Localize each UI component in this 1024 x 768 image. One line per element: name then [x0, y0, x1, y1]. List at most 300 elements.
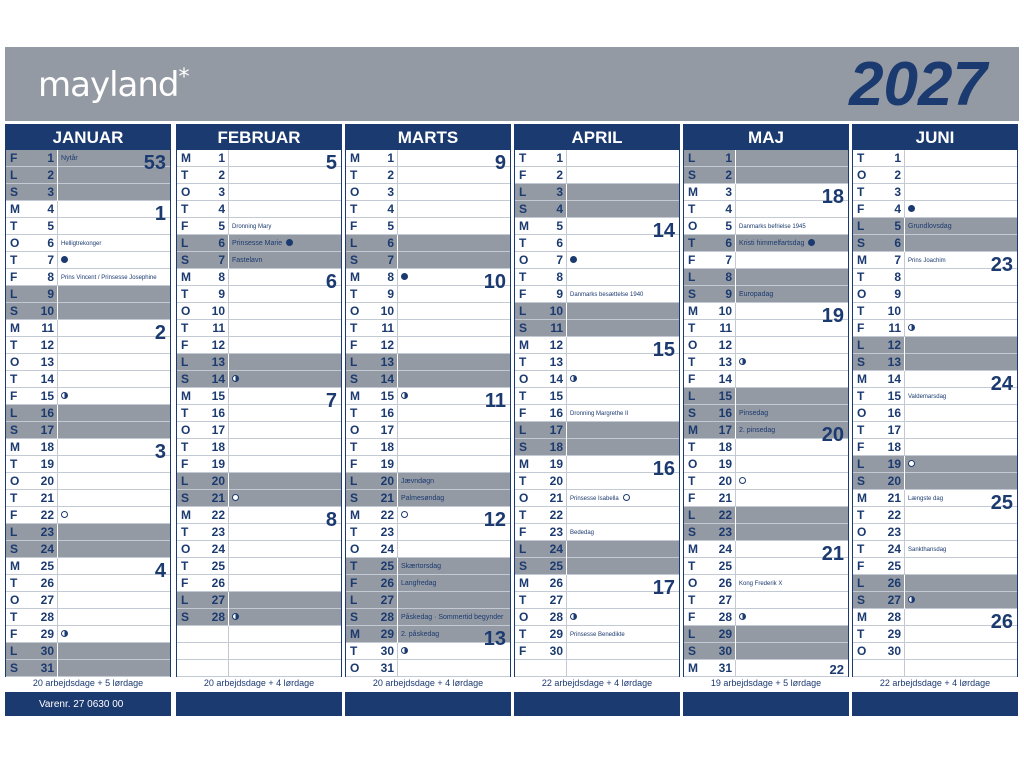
- day-number: 1: [218, 151, 225, 165]
- column-divider: [904, 575, 905, 592]
- day-number: 12: [211, 338, 225, 352]
- column-divider: [397, 592, 398, 609]
- day-number: 31: [718, 661, 732, 675]
- column-divider: [397, 609, 398, 626]
- week-number: 10: [483, 271, 506, 293]
- day-number: 16: [40, 406, 54, 420]
- day-number: 22: [887, 508, 901, 522]
- workdays-summary: 22 arbejdsdage + 4 lørdage: [541, 678, 653, 688]
- day-number: 26: [549, 576, 563, 590]
- weekday-letter: M: [857, 491, 867, 505]
- moon-phase-new-icon: [61, 256, 68, 263]
- weekday-letter: F: [10, 627, 18, 641]
- week-number: 7: [325, 390, 337, 412]
- day-row: [515, 320, 679, 337]
- column-divider: [735, 524, 736, 541]
- day-number: 23: [887, 525, 901, 539]
- day-number: 17: [380, 423, 394, 437]
- weekday-letter: M: [857, 372, 867, 386]
- day-row: [346, 150, 510, 167]
- day-row: [177, 524, 341, 541]
- week-number: 53: [143, 152, 166, 174]
- day-number: 5: [387, 219, 394, 233]
- day-number: 9: [387, 287, 394, 301]
- day-number: 6: [894, 236, 901, 250]
- column-divider: [228, 337, 229, 354]
- bottom-bar: [514, 692, 680, 716]
- weekday-letter: T: [519, 593, 527, 607]
- week-number: 25: [990, 492, 1013, 514]
- day-number: 20: [549, 474, 563, 488]
- weekday-letter: O: [857, 525, 867, 539]
- weekday-letter: M: [688, 304, 698, 318]
- column-divider: [397, 286, 398, 303]
- weekday-letter: M: [688, 185, 698, 199]
- weekday-letter: L: [519, 542, 527, 556]
- column-divider: [735, 184, 736, 201]
- day-row: [853, 439, 1017, 456]
- day-row: [177, 473, 341, 490]
- column-divider: [397, 490, 398, 507]
- event-label: Prinsesse Benedikte: [570, 632, 625, 638]
- column-divider: [904, 490, 905, 507]
- column-divider: [566, 609, 567, 626]
- day-number: 17: [211, 423, 225, 437]
- weekday-letter: T: [181, 525, 189, 539]
- column-divider: [57, 286, 58, 303]
- day-number: 16: [718, 406, 732, 420]
- day-row: [515, 150, 679, 167]
- month-days: [5, 150, 171, 677]
- weekday-letter: O: [181, 304, 191, 318]
- weekday-letter: F: [10, 270, 18, 284]
- day-row: [6, 439, 170, 456]
- weekday-letter: F: [857, 440, 865, 454]
- column-divider: [735, 558, 736, 575]
- column-divider: [57, 439, 58, 456]
- column-divider: [397, 252, 398, 269]
- column-divider: [566, 354, 567, 371]
- column-divider: [735, 303, 736, 320]
- day-number: 27: [718, 593, 732, 607]
- event-label: Pinsedag: [739, 410, 769, 417]
- day-row: [177, 626, 341, 643]
- day-row: [853, 184, 1017, 201]
- month-title: MARTS: [345, 124, 511, 150]
- day-row: [6, 320, 170, 337]
- day-number: 6: [47, 236, 54, 250]
- day-number: 27: [549, 593, 563, 607]
- column-divider: [735, 575, 736, 592]
- event-label: Prins Vincent / Prinsesse Josephine: [61, 275, 157, 281]
- column-divider: [735, 388, 736, 405]
- weekday-letter: O: [10, 593, 20, 607]
- bottom-bar: [345, 692, 511, 716]
- weekday-letter: S: [857, 474, 866, 488]
- column-divider: [735, 269, 736, 286]
- day-row: [684, 354, 848, 371]
- weekday-letter: S: [519, 202, 528, 216]
- weekday-letter: L: [181, 236, 189, 250]
- column-divider: [904, 303, 905, 320]
- column-divider: [228, 507, 229, 524]
- day-number: 1: [556, 151, 563, 165]
- day-number: 15: [887, 389, 901, 403]
- day-number: 26: [380, 576, 394, 590]
- moon-phase-full-icon: [908, 460, 915, 467]
- weekday-letter: T: [181, 559, 189, 573]
- day-number: 8: [47, 270, 54, 284]
- weekday-letter: L: [688, 508, 696, 522]
- week-number: 23: [990, 254, 1013, 276]
- day-row: [515, 541, 679, 558]
- day-number: 4: [556, 202, 563, 216]
- day-number: 6: [218, 236, 225, 250]
- day-row: [6, 558, 170, 575]
- day-number: 11: [212, 321, 225, 335]
- day-number: 25: [549, 559, 563, 573]
- day-row: [515, 524, 679, 541]
- column-divider: [735, 422, 736, 439]
- day-row: [684, 405, 848, 422]
- day-row: [177, 405, 341, 422]
- column-divider: [566, 592, 567, 609]
- day-number: 1: [894, 151, 901, 165]
- day-row: [346, 320, 510, 337]
- day-number: 26: [887, 576, 901, 590]
- column-divider: [735, 167, 736, 184]
- week-number: 2: [154, 322, 166, 344]
- column-divider: [566, 541, 567, 558]
- day-number: 18: [887, 440, 901, 454]
- week-number: 11: [484, 390, 506, 412]
- day-number: 2: [218, 168, 225, 182]
- day-row: [684, 575, 848, 592]
- weekday-letter: T: [688, 202, 696, 216]
- weekday-letter: T: [10, 338, 18, 352]
- day-row: [684, 286, 848, 303]
- day-row: [177, 235, 341, 252]
- column-divider: [228, 473, 229, 490]
- day-number: 24: [40, 542, 54, 556]
- day-row: [6, 405, 170, 422]
- day-row: [177, 303, 341, 320]
- day-number: 17: [718, 423, 732, 437]
- day-number: 5: [725, 219, 732, 233]
- day-row: [515, 626, 679, 643]
- day-row: [346, 439, 510, 456]
- weekday-letter: O: [688, 219, 698, 233]
- week-number: 15: [652, 339, 675, 361]
- moon-phase-full-icon: [232, 494, 239, 501]
- week-number: 4: [154, 560, 166, 582]
- day-row: [515, 558, 679, 575]
- day-row: [6, 354, 170, 371]
- week-number: 9: [494, 152, 506, 174]
- weekday-letter: T: [10, 219, 18, 233]
- day-row: [515, 269, 679, 286]
- weekday-letter: T: [688, 321, 696, 335]
- column-divider: [397, 541, 398, 558]
- day-row: [177, 286, 341, 303]
- column-divider: [566, 456, 567, 473]
- day-row: [684, 388, 848, 405]
- day-number: 16: [549, 406, 563, 420]
- event-label: Sankthansdag: [908, 547, 947, 553]
- month-column-januar: [5, 124, 171, 718]
- day-number: 27: [887, 593, 901, 607]
- weekday-letter: O: [857, 406, 867, 420]
- column-divider: [57, 660, 58, 677]
- event-label: Helligtrekonger: [61, 241, 102, 247]
- weekday-letter: O: [857, 644, 867, 658]
- column-divider: [904, 558, 905, 575]
- day-row: [346, 422, 510, 439]
- day-row: [177, 575, 341, 592]
- day-row: [6, 507, 170, 524]
- day-row: [684, 609, 848, 626]
- weekday-letter: S: [857, 593, 866, 607]
- column-divider: [57, 218, 58, 235]
- weekday-letter: S: [688, 168, 697, 182]
- column-divider: [735, 286, 736, 303]
- column-divider: [904, 643, 905, 660]
- day-number: 3: [725, 185, 732, 199]
- day-row: [177, 167, 341, 184]
- day-number: 7: [894, 253, 901, 267]
- month-column-juni: [852, 124, 1018, 718]
- day-row: [346, 337, 510, 354]
- column-divider: [904, 456, 905, 473]
- day-number: 10: [718, 304, 732, 318]
- day-row: [6, 422, 170, 439]
- day-row: [515, 371, 679, 388]
- day-row: [346, 558, 510, 575]
- column-divider: [566, 235, 567, 252]
- weekday-letter: S: [857, 236, 866, 250]
- weekday-letter: M: [350, 508, 360, 522]
- weekday-letter: O: [350, 423, 360, 437]
- weekday-letter: S: [519, 321, 528, 335]
- event-label: Danmarks befrielse 1945: [739, 224, 806, 230]
- day-row: [853, 218, 1017, 235]
- day-row: [853, 524, 1017, 541]
- column-divider: [566, 337, 567, 354]
- weekday-letter: S: [181, 491, 190, 505]
- weekday-letter: T: [519, 389, 527, 403]
- month-days: [514, 150, 680, 677]
- column-divider: [57, 456, 58, 473]
- weekday-letter: T: [350, 525, 358, 539]
- weekday-letter: S: [688, 525, 697, 539]
- weekday-letter: T: [857, 389, 865, 403]
- column-divider: [904, 286, 905, 303]
- event-label: Palmesøndag: [401, 495, 445, 502]
- weekday-letter: O: [519, 372, 529, 386]
- column-divider: [904, 626, 905, 643]
- moon-phase-new-icon: [570, 256, 577, 263]
- day-number: 22: [549, 508, 563, 522]
- event-label: Fastelavn: [232, 257, 263, 264]
- day-row: [346, 490, 510, 507]
- column-divider: [228, 371, 229, 388]
- day-row: [684, 371, 848, 388]
- day-row: [177, 439, 341, 456]
- day-number: 12: [718, 338, 732, 352]
- weekday-letter: M: [10, 202, 20, 216]
- weekday-letter: F: [181, 219, 189, 233]
- event-label: 2. pinsedag: [739, 427, 776, 434]
- weekday-letter: F: [10, 151, 18, 165]
- week-number: 21: [821, 543, 844, 565]
- day-row: [177, 558, 341, 575]
- weekday-letter: M: [350, 389, 360, 403]
- column-divider: [735, 201, 736, 218]
- day-number: 12: [887, 338, 901, 352]
- weekday-letter: S: [519, 440, 528, 454]
- weekday-letter: S: [688, 287, 697, 301]
- day-number: 1: [387, 151, 394, 165]
- weekday-letter: O: [519, 253, 529, 267]
- day-number: 3: [387, 185, 394, 199]
- weekday-letter: T: [857, 151, 865, 165]
- day-row: [515, 507, 679, 524]
- weekday-letter: F: [857, 321, 865, 335]
- day-number: 13: [211, 355, 225, 369]
- column-divider: [566, 643, 567, 660]
- weekday-letter: M: [519, 576, 529, 590]
- weekday-letter: L: [350, 593, 358, 607]
- column-divider: [566, 150, 567, 167]
- event-label: Prinsesse Marie: [232, 240, 283, 247]
- weekday-letter: T: [857, 423, 865, 437]
- month-title: JANUAR: [5, 124, 171, 150]
- month-column-marts: [345, 124, 511, 718]
- column-divider: [397, 371, 398, 388]
- weekday-letter: T: [519, 270, 527, 284]
- weekday-letter: L: [688, 151, 696, 165]
- weekday-letter: F: [519, 525, 527, 539]
- column-divider: [57, 422, 58, 439]
- weekday-letter: F: [350, 338, 358, 352]
- day-number: 11: [381, 321, 394, 335]
- day-row: [177, 269, 341, 286]
- day-row: [515, 422, 679, 439]
- weekday-letter: F: [10, 389, 18, 403]
- day-row: [177, 422, 341, 439]
- week-number: 20: [821, 424, 844, 446]
- weekday-letter: F: [688, 610, 696, 624]
- column-divider: [735, 609, 736, 626]
- day-number: 3: [47, 185, 54, 199]
- day-number: 5: [218, 219, 225, 233]
- column-divider: [57, 643, 58, 660]
- moon-phase-new-icon: [286, 239, 293, 246]
- column-divider: [228, 167, 229, 184]
- day-number: 4: [387, 202, 394, 216]
- column-divider: [57, 405, 58, 422]
- column-divider: [57, 201, 58, 218]
- event-label: Dronning Margrethe II: [570, 411, 629, 417]
- weekday-letter: L: [350, 355, 358, 369]
- column-divider: [57, 303, 58, 320]
- day-row: [177, 643, 341, 660]
- bottom-bar: [852, 692, 1018, 716]
- day-number: 4: [725, 202, 732, 216]
- day-number: 18: [549, 440, 563, 454]
- column-divider: [566, 422, 567, 439]
- day-row: [515, 388, 679, 405]
- weekday-letter: L: [688, 389, 696, 403]
- day-row: [346, 184, 510, 201]
- day-number: 10: [380, 304, 394, 318]
- day-row: [177, 507, 341, 524]
- day-row: [346, 541, 510, 558]
- column-divider: [904, 405, 905, 422]
- column-divider: [566, 439, 567, 456]
- day-row: [853, 541, 1017, 558]
- column-divider: [735, 218, 736, 235]
- column-divider: [397, 524, 398, 541]
- weekday-letter: M: [350, 151, 360, 165]
- day-row: [346, 456, 510, 473]
- day-row: [684, 490, 848, 507]
- day-number: 22: [211, 508, 225, 522]
- column-divider: [566, 371, 567, 388]
- day-number: 14: [549, 372, 563, 386]
- weekday-letter: L: [10, 525, 18, 539]
- weekday-letter: T: [181, 168, 189, 182]
- weekday-letter: O: [519, 491, 529, 505]
- day-number: 7: [47, 253, 54, 267]
- day-number: 31: [40, 661, 54, 675]
- weekday-letter: M: [181, 508, 191, 522]
- weekday-letter: T: [350, 168, 358, 182]
- day-number: 29: [40, 627, 54, 641]
- day-number: 26: [211, 576, 225, 590]
- moon-phase-new-icon: [808, 239, 815, 246]
- day-number: 3: [218, 185, 225, 199]
- day-row: [177, 456, 341, 473]
- column-divider: [228, 541, 229, 558]
- day-row: [684, 524, 848, 541]
- day-row: [346, 235, 510, 252]
- week-number: 22: [829, 662, 844, 677]
- column-divider: [566, 558, 567, 575]
- weekday-letter: T: [857, 542, 865, 556]
- day-number: 10: [549, 304, 563, 318]
- weekday-letter: T: [350, 440, 358, 454]
- day-number: 31: [380, 661, 394, 675]
- weekday-letter: F: [857, 559, 865, 573]
- column-divider: [397, 456, 398, 473]
- day-number: 24: [211, 542, 225, 556]
- event-label: Grundlovsdag: [908, 223, 952, 230]
- day-number: 24: [549, 542, 563, 556]
- column-divider: [228, 354, 229, 371]
- weekday-letter: T: [350, 202, 358, 216]
- day-row: [853, 150, 1017, 167]
- day-row: [6, 626, 170, 643]
- column-divider: [566, 575, 567, 592]
- day-row: [177, 490, 341, 507]
- workdays-summary: 20 arbejdsdage + 4 lørdage: [372, 678, 484, 688]
- day-number: 19: [380, 457, 394, 471]
- column-divider: [397, 184, 398, 201]
- day-row: [177, 184, 341, 201]
- bottom-bar: [5, 692, 171, 716]
- column-divider: [735, 626, 736, 643]
